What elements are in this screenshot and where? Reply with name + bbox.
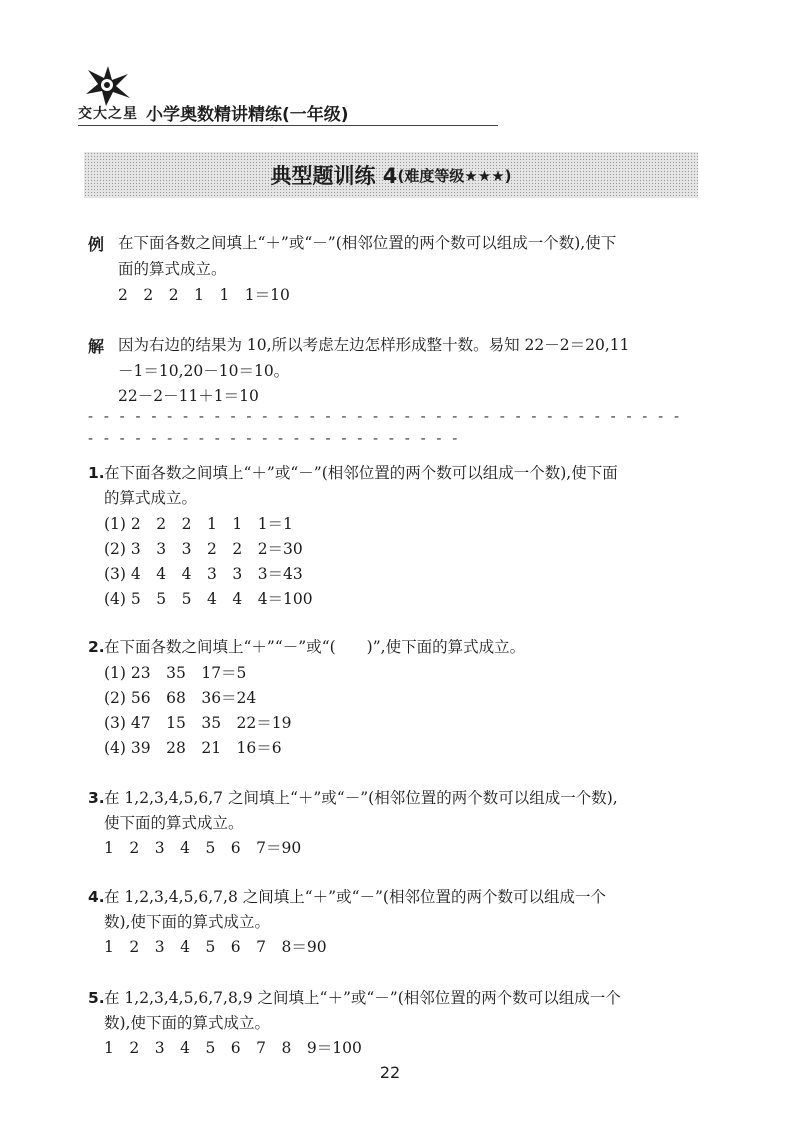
solution-text-line-1: 因为右边的结果为 10,所以考虑左边怎样形成整十数。易知 22－2＝20,11 bbox=[118, 336, 630, 354]
problem-text: 在 1,2,3,4,5,6,7,8 之间填上“＋”或“－”(相邻位置的两个数可以组成一个 bbox=[104, 888, 606, 906]
problem-number: 3. bbox=[88, 789, 105, 807]
dashed-divider-2: - - - - - - - - - - - - - - - - - - - - - - - - bbox=[88, 429, 461, 447]
example-text-line-1: 在下面各数之间填上“＋”或“－”(相邻位置的两个数可以组成一个数),使下 bbox=[118, 234, 617, 252]
solution-tag: 解 bbox=[88, 337, 105, 356]
problem-item: (2) 3 3 3 2 2 2＝30 bbox=[104, 540, 303, 558]
problem-number: 2. bbox=[88, 638, 105, 656]
problem-item: 1 2 3 4 5 6 7 8 9＝100 bbox=[104, 1039, 362, 1057]
problem-number: 1. bbox=[88, 464, 105, 482]
problem-text: 的算式成立。 bbox=[104, 489, 198, 507]
problem-item: (3) 4 4 4 3 3 3＝43 bbox=[104, 565, 303, 583]
header-divider bbox=[78, 125, 498, 126]
problem-text: 在 1,2,3,4,5,6,7,8,9 之间填上“＋”或“－”(相邻位置的两个数可以组成一个 bbox=[104, 989, 621, 1007]
problem-item: (4) 39 28 21 16＝6 bbox=[104, 739, 282, 757]
section-banner bbox=[84, 152, 698, 198]
problem-number: 5. bbox=[88, 989, 105, 1007]
problem-text: 数),使下面的算式成立。 bbox=[104, 913, 270, 931]
problem-text: 在 1,2,3,4,5,6,7 之间填上“＋”或“－”(相邻位置的两个数可以组成一个数), bbox=[104, 789, 618, 807]
problem-text: 在下面各数之间填上“＋”“－”或“( )”,使下面的算式成立。 bbox=[104, 638, 526, 656]
solution-text-line-2: －1＝10,20－10＝10。 bbox=[118, 362, 290, 380]
example-tag: 例 bbox=[88, 235, 105, 254]
difficulty-label: (难度等级★★★) bbox=[397, 166, 512, 185]
problem-item: 1 2 3 4 5 6 7 8＝90 bbox=[104, 938, 327, 956]
dashed-divider-1: - - - - - - - - - - - - - - - - - - - - - - - - - - - - - - - - - - - - - - bbox=[88, 407, 683, 425]
solution-equation: 22－2－11＋1＝10 bbox=[118, 387, 259, 405]
problem-number: 4. bbox=[88, 888, 105, 906]
example-equation: 2 2 2 1 1 1＝10 bbox=[118, 286, 290, 304]
example-text-line-2: 面的算式成立。 bbox=[118, 260, 227, 278]
problem-item: (2) 56 68 36＝24 bbox=[104, 689, 257, 707]
problem-text: 使下面的算式成立。 bbox=[104, 814, 244, 832]
problem-text: 数),使下面的算式成立。 bbox=[104, 1014, 270, 1032]
problem-item: (1) 2 2 2 1 1 1＝1 bbox=[104, 515, 293, 533]
problem-item: (3) 47 15 35 22＝19 bbox=[104, 714, 292, 732]
problem-text: 在下面各数之间填上“＋”或“－”(相邻位置的两个数可以组成一个数),使下面 bbox=[104, 464, 618, 482]
page-number: 22 bbox=[379, 1063, 401, 1082]
book-title: 小学奥数精讲精练(一年级) bbox=[146, 105, 349, 125]
section-title: 典型题训练 4 bbox=[270, 164, 398, 188]
brand-name: 交大之星 bbox=[78, 106, 138, 122]
problem-item: 1 2 3 4 5 6 7＝90 bbox=[104, 839, 302, 857]
problem-item: (4) 5 5 5 4 4 4＝100 bbox=[104, 590, 313, 608]
problem-item: (1) 23 35 17＝5 bbox=[104, 664, 247, 682]
